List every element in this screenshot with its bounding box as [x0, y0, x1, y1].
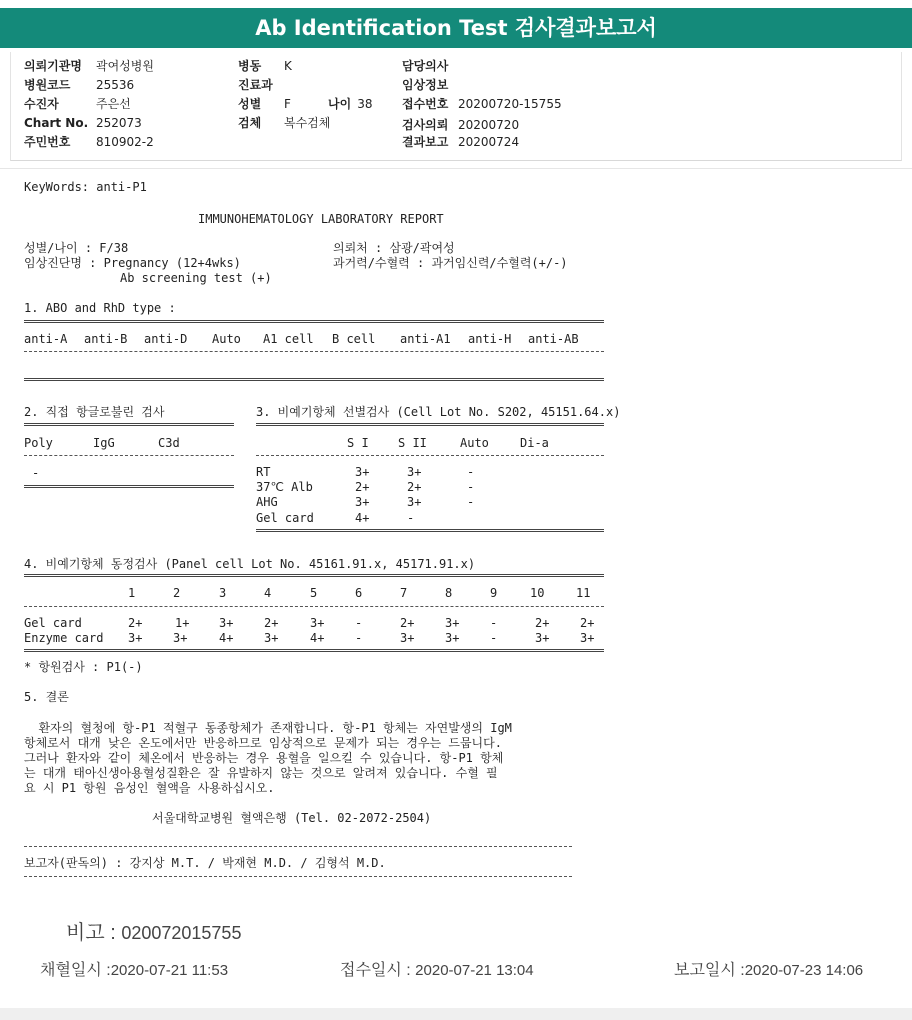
screen-phase-37-alb: 37℃ Alb — [256, 480, 313, 494]
conclusion-line: 환자의 혈청에 항-P1 적혈구 동종항체가 존재합니다. 항-P1 항체는 자연발생의 IgM — [24, 721, 512, 735]
abo-col-anti-a1: anti-A1 — [400, 332, 451, 346]
blood-bank: 서울대학교병원 혈액은행 (Tel. 02-2072-2504) — [152, 811, 432, 825]
panel-value: - — [355, 616, 363, 630]
report-heading: IMMUNOHEMATOLOGY LABORATORY REPORT — [198, 212, 444, 226]
panel-col: 7 — [400, 586, 408, 600]
panel-value: - — [355, 631, 363, 645]
screen-value: - — [407, 511, 415, 525]
panel-col: 3 — [219, 586, 227, 600]
divider — [24, 455, 234, 456]
header-field-request-date: 검사의뢰 20200720 — [402, 118, 520, 132]
screen-value: 3+ — [407, 465, 422, 479]
header-field-department: 진료과 — [238, 78, 273, 92]
divider — [256, 529, 604, 532]
header-field-institution: 의뢰기관명 곽여성병원 — [24, 59, 154, 73]
panel-value: 2+ — [535, 616, 550, 630]
conclusion-line: 는 대개 태아신생아용혈성질환은 잘 유발하지 않는 것으로 알려져 있습니다. 수혈 필 — [24, 766, 498, 780]
panel-method-enzyme-card: Enzyme card — [24, 631, 104, 645]
abo-col-a1-cell: A1 cell — [263, 332, 314, 346]
section5-title: 5. 결론 — [24, 690, 69, 704]
bottom-bar — [0, 1008, 912, 1020]
panel-value: 1+ — [175, 616, 190, 630]
header-field-report-date: 결과보고 20200724 — [402, 135, 520, 149]
abo-col-anti-h: anti-H — [468, 332, 512, 346]
panel-col: 9 — [490, 586, 498, 600]
conclusion-line: 그러나 환자와 같이 체온에서 반응하는 경우 용혈을 일으킬 수 있습니다. 항-P1 항체 — [24, 751, 504, 765]
section2-title: 2. 직접 항글로불린 검사 — [24, 405, 165, 419]
panel-value: 4+ — [310, 631, 325, 645]
panel-value: 3+ — [580, 631, 595, 645]
abo-col-anti-a: anti-A — [24, 332, 68, 346]
panel-value: 2+ — [128, 616, 143, 630]
divider — [24, 320, 604, 323]
panel-value: 2+ — [400, 616, 415, 630]
panel-col: 2 — [173, 586, 181, 600]
keywords: KeyWords: anti-P1 — [24, 180, 147, 194]
divider — [24, 378, 604, 381]
divider — [24, 846, 572, 847]
screen-value: - — [467, 480, 475, 494]
panel-value: 3+ — [219, 616, 234, 630]
screening-result: Ab screening test (+) — [120, 271, 272, 285]
patient-sex-age: 성별/나이 : F/38 — [24, 241, 129, 255]
abo-col-anti-d: anti-D — [144, 332, 188, 346]
abo-col-auto: Auto — [212, 332, 241, 346]
divider — [24, 649, 604, 652]
screen-value: 2+ — [355, 480, 370, 494]
reported-at: 보고일시 :2020-07-23 14:06 — [674, 962, 864, 979]
screen-value: 3+ — [407, 495, 422, 509]
header-field-chart-no: Chart No. 252073 — [24, 116, 142, 130]
panel-value: 3+ — [445, 631, 460, 645]
header-field-clinical-info: 임상정보 — [402, 78, 449, 92]
history: 과거력/수혈력 : 과거임신력/수혈력(+/-) — [333, 256, 568, 270]
divider — [24, 423, 234, 426]
screen-col-dia: Di-a — [520, 436, 549, 450]
screen-col-auto: Auto — [460, 436, 489, 450]
panel-col: 1 — [128, 586, 136, 600]
conclusion-line: 항체로서 대개 낮은 온도에서만 반응하므로 임상적으로 문제가 되는 경우는 드뭅니다. — [24, 736, 502, 750]
section4-title: 4. 비예기항체 동정검사 (Panel cell Lot No. 45161.91.x, 45171.91.x) — [24, 557, 476, 571]
panel-value: 2+ — [264, 616, 279, 630]
panel-col: 4 — [264, 586, 272, 600]
section3-title: 3. 비예기항체 선별검사 (Cell Lot No. S202, 45151.64.x) — [256, 405, 621, 419]
header-field-doctor: 담당의사 — [402, 59, 449, 73]
header-field-resident-no: 주민번호 810902-2 — [24, 135, 154, 149]
panel-value: 3+ — [310, 616, 325, 630]
screen-value: 2+ — [407, 480, 422, 494]
header-field-sex: 성별 F — [238, 97, 291, 111]
panel-col: 8 — [445, 586, 453, 600]
divider — [256, 455, 604, 456]
screen-col-s2: S II — [398, 436, 427, 450]
divider — [24, 876, 572, 877]
header-field-age: 나이 38 — [328, 97, 373, 111]
abo-col-anti-ab: anti-AB — [528, 332, 579, 346]
reporter: 보고자(판독의) : 강지상 M.T. / 박재현 M.D. / 김형석 M.D. — [24, 856, 386, 870]
panel-col: 11 — [576, 586, 591, 600]
divider — [24, 606, 604, 607]
screen-value: 3+ — [355, 465, 370, 479]
screen-phase-gel-card: Gel card — [256, 511, 314, 525]
panel-col: 5 — [310, 586, 318, 600]
header-field-specimen: 검체 복수검체 — [238, 116, 331, 130]
dat-col-poly: Poly — [24, 436, 53, 450]
header-field-hospital-code: 병원코드 25536 — [24, 78, 135, 92]
report-body — [0, 168, 912, 1004]
header-field-patient: 수진자 주은선 — [24, 97, 131, 111]
divider — [24, 485, 234, 488]
panel-value: 2+ — [580, 616, 595, 630]
screen-phase-ahg: AHG — [256, 495, 278, 509]
screen-value: - — [467, 465, 475, 479]
requesting-institution: 의뢰처 : 삼광/곽여성 — [333, 241, 455, 255]
antigen-test: * 항원검사 : P1(-) — [24, 660, 143, 674]
divider — [256, 423, 604, 426]
conclusion-line: 요 시 P1 항원 음성인 혈액을 사용하십시오. — [24, 781, 275, 795]
dat-col-c3d: C3d — [158, 436, 180, 450]
panel-value: - — [490, 616, 498, 630]
screen-value: 4+ — [355, 511, 370, 525]
report-title-bar: Ab Identification Test 검사결과보고서 — [0, 8, 912, 48]
dat-col-igg: IgG — [93, 436, 115, 450]
divider — [24, 574, 604, 577]
header-field-ward: 병동 K — [238, 59, 292, 73]
remark: 비고 : 020072015755 — [66, 922, 242, 944]
panel-value: 3+ — [445, 616, 460, 630]
screen-col-s1: S I — [347, 436, 369, 450]
screen-value: 3+ — [355, 495, 370, 509]
panel-value: - — [490, 631, 498, 645]
panel-value: 3+ — [128, 631, 143, 645]
section1-title: 1. ABO and RhD type : — [24, 301, 176, 315]
abo-col-b-cell: B cell — [332, 332, 376, 346]
panel-value: 3+ — [400, 631, 415, 645]
clinical-diagnosis: 임상진단명 : Pregnancy (12+4wks) — [24, 256, 241, 270]
header-field-receipt-no: 접수번호 20200720-15755 — [402, 97, 562, 111]
screen-phase-rt: RT — [256, 465, 271, 479]
panel-value: 3+ — [535, 631, 550, 645]
received-at: 접수일시 : 2020-07-21 13:04 — [340, 962, 534, 979]
panel-value: 3+ — [264, 631, 279, 645]
panel-col: 6 — [355, 586, 363, 600]
panel-value: 3+ — [173, 631, 188, 645]
panel-method-gel-card: Gel card — [24, 616, 82, 630]
divider — [24, 351, 604, 352]
abo-col-anti-b: anti-B — [84, 332, 128, 346]
dat-value: - — [32, 466, 40, 480]
panel-value: 4+ — [219, 631, 234, 645]
panel-col: 10 — [530, 586, 545, 600]
collected-at: 채혈일시 :2020-07-21 11:53 — [40, 962, 229, 979]
screen-value: - — [467, 495, 475, 509]
